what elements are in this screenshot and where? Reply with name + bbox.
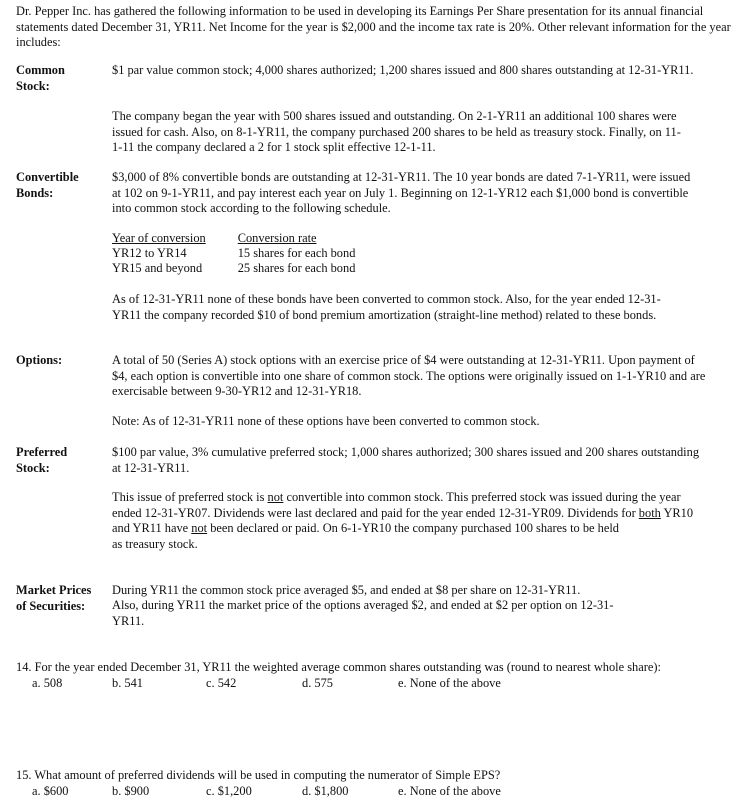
conv-rate-cell: 25 shares for each bond xyxy=(237,261,356,275)
conversion-table-wrap xyxy=(112,231,387,276)
preferred-label-line1: Preferred xyxy=(16,445,68,459)
common-label-line2: Stock: xyxy=(16,78,50,93)
q15-choice-e[interactable]: e. None of the above xyxy=(398,783,501,798)
conversion-table xyxy=(112,231,387,276)
conv-header-year: Year of conversion xyxy=(112,231,206,245)
market-label-line1: Market Prices xyxy=(16,583,92,597)
common-label-line1: Common xyxy=(16,63,65,77)
common-stock-p2: The company began the year with 500 shares issued and outstanding. On 2-1-YR11 an additional 100 shares were issued for cash. Also, on 8-1-YR11, the company purchased 200 shares to be held as treasury stock. Finally, on 11-1-11 the company declared a 2 for 1 stock split effective 12-1-11. xyxy=(112,109,681,154)
market-label xyxy=(16,583,108,614)
preferred-p2-part-d: been declared or paid. On 6-1-YR10 the company purchased 100 shares to be held xyxy=(207,521,619,535)
common-stock-p1: $1 par value common stock; 4,000 shares authorized; 1,200 shares issued and 800 shares outstanding at 12-31-YR11. xyxy=(112,63,694,77)
preferred-p2-part-b: convertible into common stock. This preferred stock was issued during the year ended 12-31-YR07. Dividends were last declared and paid for the year ended 12-31-YR09. Dividends for xyxy=(112,490,681,520)
q14-choice-e[interactable]: e. None of the above xyxy=(398,675,501,690)
q15-choice-c[interactable]: c. $1,200 xyxy=(206,783,252,798)
bonds-label-line2: Bonds: xyxy=(16,185,54,200)
question-14-choices xyxy=(16,676,734,692)
q15-choice-d[interactable]: d. $1,800 xyxy=(302,783,349,798)
preferred-p2 xyxy=(112,490,712,552)
q14-choice-d[interactable]: d. 575 xyxy=(302,675,333,690)
q15-choice-b[interactable]: b. $900 xyxy=(112,783,150,798)
bonds-label-line1: Convertible xyxy=(16,170,79,184)
conv-header-rate: Conversion rate xyxy=(237,231,317,245)
preferred-p2-part-e: as treasury stock. xyxy=(112,536,198,551)
q14-choice-c[interactable]: c. 542 xyxy=(206,675,237,690)
market-p1: During YR11 the common stock price averaged $5, and ended at $8 per share on 12-31-YR11. xyxy=(112,583,581,597)
preferred-p2-not-2: not xyxy=(191,521,208,535)
market-label-line2: of Securities: xyxy=(16,598,86,613)
preferred-p2-part-c: YR10 and YR11 have xyxy=(112,505,694,535)
question-15-choices xyxy=(16,784,734,800)
q14-choice-a[interactable]: a. 508 xyxy=(32,675,63,690)
preferred-p2-not-1: not xyxy=(267,490,284,504)
conv-year-cell: YR12 to YR14 xyxy=(112,246,187,260)
common-stock-label xyxy=(16,63,108,94)
bonds-label xyxy=(16,170,108,201)
preferred-p2-both: both xyxy=(638,505,661,520)
options-p1: A total of 50 (Series A) stock options with an exercise price of $4 were outstanding at 12-31-YR11. Upon payment of $4, each option is convertible into one share of common stock. The options were originally issued on 1-1-YR10 and are exercisable between 9-30-YR12 and 12-31-YR18. xyxy=(112,353,706,398)
question-15 xyxy=(16,768,734,799)
table-row xyxy=(112,261,387,276)
intro-paragraph: Dr. Pepper Inc. has gathered the following information to be used in developing its Earnings Per Share presentation for its annual financial statements dated December 31, YR11. Net Income for the year is $2,000 and the income tax rate is 20%. Other relevant information for the year includes: xyxy=(16,4,731,49)
q14-choice-b[interactable]: b. 541 xyxy=(112,675,143,690)
preferred-p2-part-a: This issue of preferred stock is xyxy=(112,490,268,504)
question-14 xyxy=(16,660,734,691)
bonds-p2: As of 12-31-YR11 none of these bonds have been converted to common stock. Also, for the year ended 12-31-YR11 the company recorded $10 of bond premium amortization (straight-line method) related to these bonds. xyxy=(112,292,661,322)
bonds-p1: $3,000 of 8% convertible bonds are outstanding at 12-31-YR11. The 10 year bonds are dated 7-1-YR11, were issued at 102 on 9-1-YR11, and pay interest each year on July 1. Beginning on 12-1-YR12 each $1,000 bond is convertible into common stock according to the following schedule. xyxy=(112,170,691,215)
q15-choice-a[interactable]: a. $600 xyxy=(32,783,69,798)
preferred-p1: $100 par value, 3% cumulative preferred stock; 1,000 shares authorized; 300 shares issued and 200 shares outstanding at 12-31-YR11. xyxy=(112,445,700,475)
question-14-text: 14. For the year ended December 31, YR11 the weighted average common shares outstanding was (round to nearest whole share): xyxy=(16,660,661,674)
options-label: Options: xyxy=(16,353,63,367)
market-p2: Also, during YR11 the market price of the options averaged $2, and ended at $2 per option on 12-31-YR11. xyxy=(112,598,614,628)
preferred-label-line2: Stock: xyxy=(16,460,50,475)
conv-year-cell: YR15 and beyond xyxy=(112,261,203,275)
conv-rate-cell: 15 shares for each bond xyxy=(237,246,356,260)
question-15-text: 15. What amount of preferred dividends will be used in computing the numerator of Simple EPS? xyxy=(16,768,501,782)
preferred-label xyxy=(16,445,108,476)
options-note: Note: As of 12-31-YR11 none of these options have been converted to common stock. xyxy=(112,414,540,428)
table-row xyxy=(112,246,387,261)
